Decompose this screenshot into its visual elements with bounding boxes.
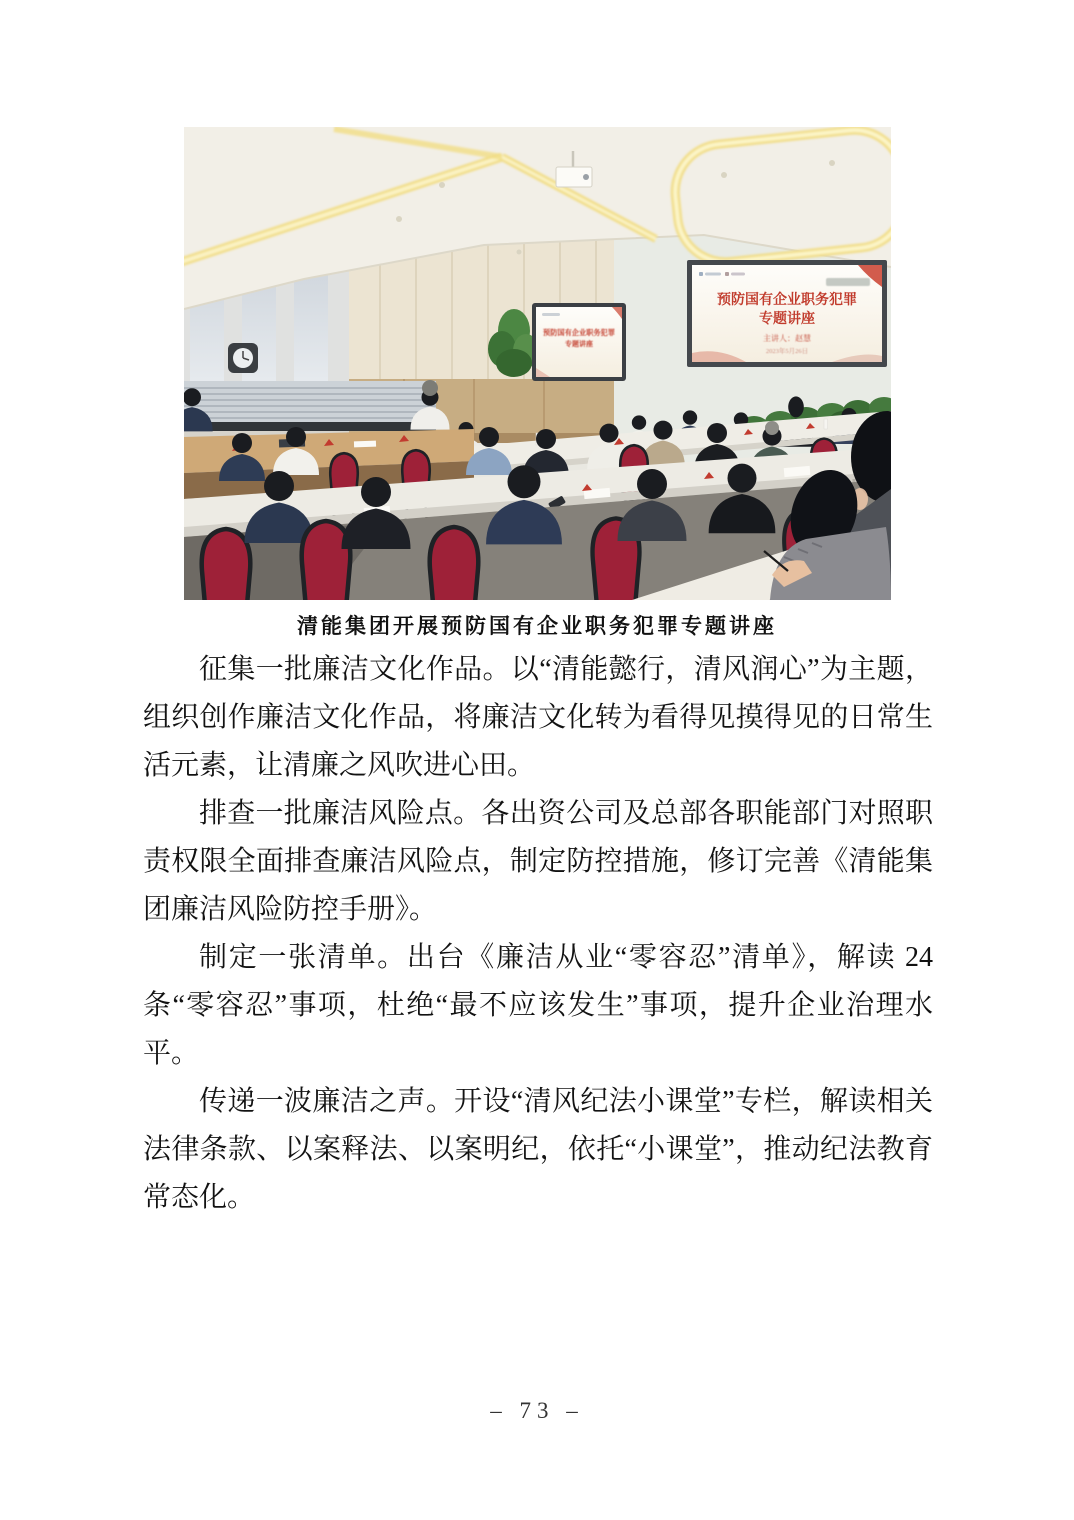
paragraph-1: 征集一批廉洁文化作品。以“清能懿行，清风润心”为主题，组织创作廉洁文化作品，将廉洁文化转为看得见摸得见的日常生活元素，让清廉之风吹进心田。 <box>143 654 933 781</box>
tv-slide-subtitle: 专题讲座 <box>565 340 593 348</box>
paragraph-2: 排查一批廉洁风险点。各出资公司及总部各职能部门对照职责权限全面排查廉洁风险点，制定防控措施，修订完善《清能集团廉洁风险防控手册》。 <box>143 798 933 925</box>
tv-slide-title: 预防国有企业职务犯罪 <box>543 329 615 337</box>
page-number: – 73 – <box>490 1398 584 1423</box>
slide-title-line1: 预防国有企业职务犯罪 <box>717 293 857 308</box>
slide-date-line: 2023年5月26日 <box>765 348 809 355</box>
presenter-gray-hair <box>422 380 438 396</box>
paragraph-3: 制定一张清单。出台《廉洁从业“零容忍”清单》，解读 24 条“零容忍”事项，杜绝“最不应该发生”事项，提升企业治理水平。 <box>143 942 933 1069</box>
slide-presenter-line: 主讲人：赵慧 <box>763 334 811 343</box>
photo-caption: 清能集团开展预防国有企业职务犯罪专题讲座 <box>297 614 777 638</box>
paragraph-4: 传递一波廉洁之声。开设“清风纪法小课堂”专栏，解读相关法律条款、以案释法、以案明纪，依托“小课堂”，推动纪法教育常态化。 <box>143 1086 933 1213</box>
slide-title-line2: 专题讲座 <box>759 312 815 327</box>
wall-clock <box>228 343 258 373</box>
conference-photo <box>184 127 891 600</box>
body-text <box>143 646 933 1222</box>
conference-photo-scene <box>184 127 891 600</box>
projection-screen <box>687 260 887 367</box>
tv-screen <box>532 303 626 381</box>
